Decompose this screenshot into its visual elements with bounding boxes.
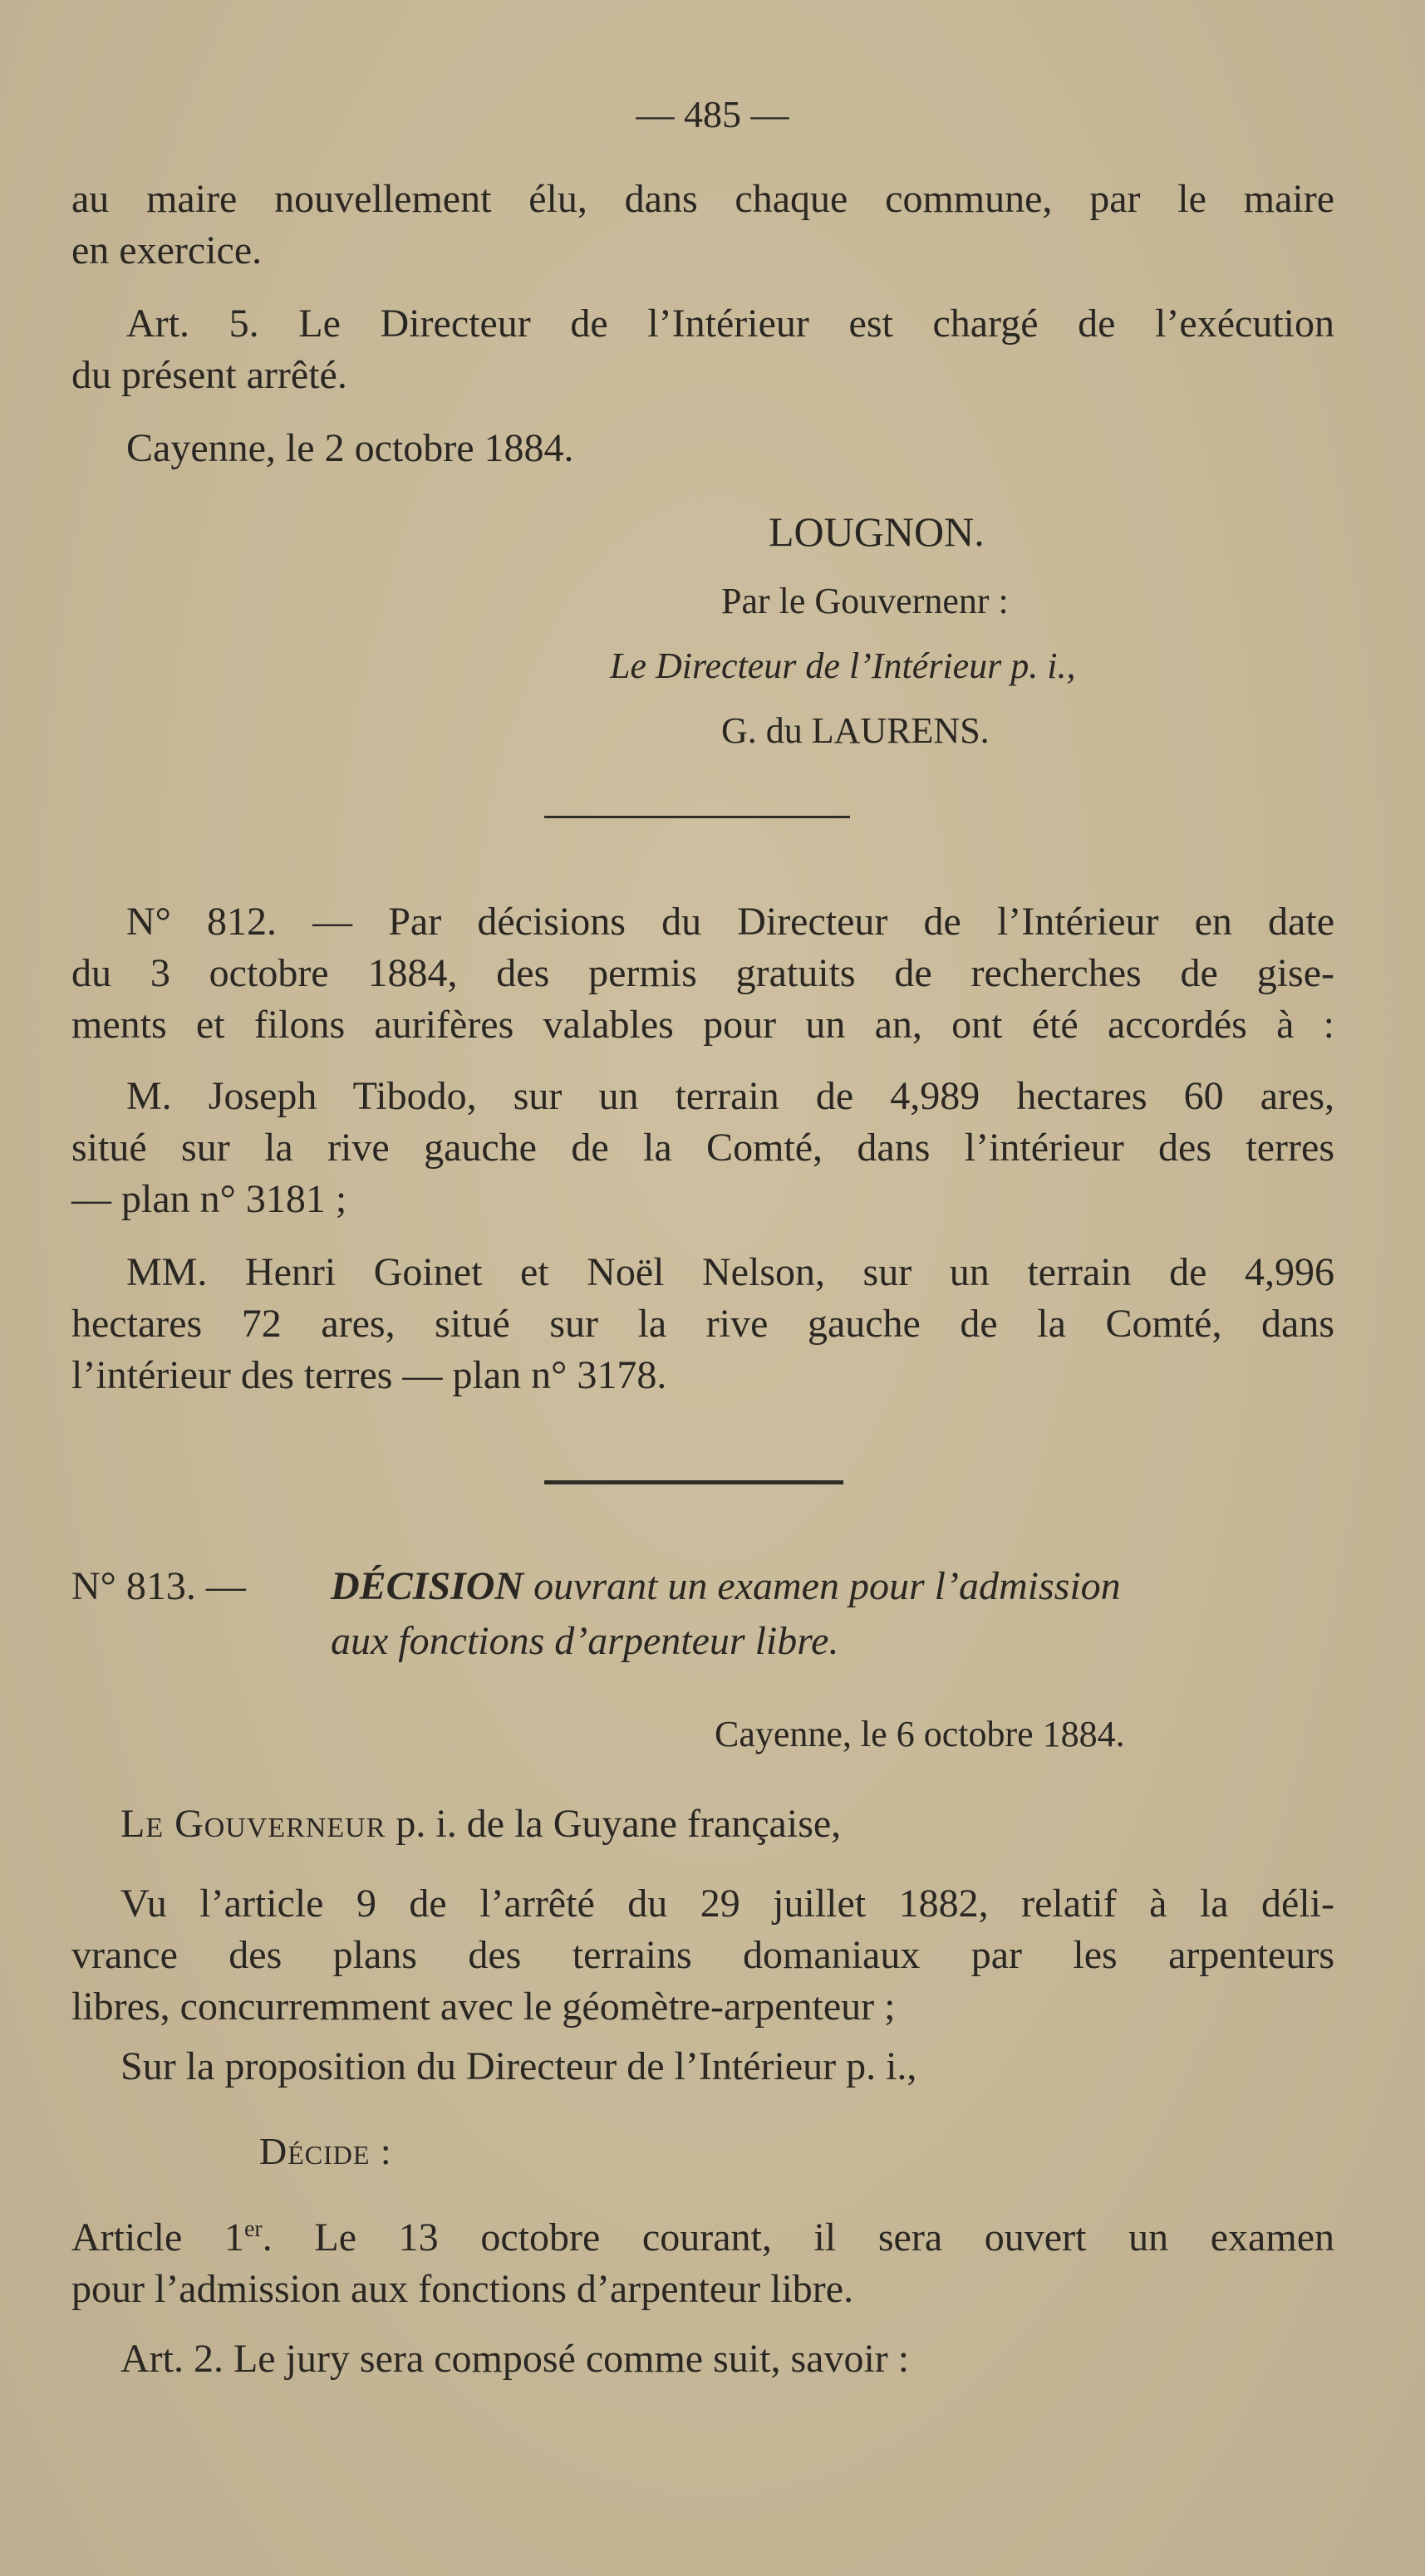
text-line: libres, concurremment avec le géomètre-arpenteur ; (71, 1985, 896, 2029)
permit-tibodo: M. Joseph Tibodo, sur un terrain de 4,989 hectares 60 ares, (126, 1074, 1334, 1118)
title-rest: ouvrant un examen pour l’admission (523, 1564, 1121, 1608)
article-1-sup: er (243, 2216, 263, 2242)
text-line: en exercice. (71, 228, 263, 272)
text-line: hectares 72 ares, situé sur la rive gauche de la Comté, dans (71, 1302, 1334, 1346)
article-1-label: Article 1 (71, 2215, 244, 2260)
text-line: au maire nouvellement élu, dans chaque commune, par le maire (71, 177, 1334, 221)
text-line: pour l’admission aux fonctions d’arpenteur libre. (71, 2267, 854, 2311)
article-5: Art. 5. Le Directeur de l’Intérieur est chargé de l’exécution (126, 302, 1334, 346)
governor-rest: p. i. de la Guyane française, (386, 1802, 842, 1846)
decision-813-title (331, 1562, 1334, 1612)
decide-heading: Décide : (259, 2130, 392, 2172)
article-1 (71, 2213, 1334, 2263)
page-number: — 485 — (636, 93, 789, 135)
place-date: Cayenne, le 2 octobre 1884. (126, 426, 574, 470)
governor-title: Le Gouverneur (120, 1802, 386, 1846)
place-date: Cayenne, le 6 octobre 1884. (715, 1714, 1125, 1754)
par-le-gouverneur: Par le Gouvernenr : (721, 581, 1009, 621)
counter-signature: G. du LAURENS. (721, 710, 990, 751)
decision-813-title-cont: aux fonctions d’arpenteur libre. (331, 1619, 839, 1663)
text-line: ments et filons aurifères valables pour un an, ont été accordés à : (71, 1003, 1334, 1047)
separator-rule (544, 1480, 843, 1484)
text-line: situé sur la rive gauche de la Comté, dans l’intérieur des terres (71, 1126, 1334, 1170)
text-line: l’intérieur des terres — plan n° 3178. (71, 1353, 667, 1397)
sur-proposition: Sur la proposition du Directeur de l’Intérieur p. i., (120, 2044, 917, 2088)
signatory-role: Le Directeur de l’Intérieur p. i., (610, 645, 1076, 686)
signature: LOUGNON. (769, 508, 985, 555)
governor-line (120, 1799, 1383, 1849)
decision-812-heading: N° 812. — Par décisions du Directeur de l’Intérieur en date (126, 900, 1334, 944)
text-line: du 3 octobre 1884, des permis gratuits de recherches de gise- (71, 951, 1334, 995)
title-keyword: DÉCISION (331, 1564, 524, 1608)
vu-article: Vu l’article 9 de l’arrêté du 29 juillet 1882, relatif à la déli- (120, 1882, 1334, 1926)
decision-813-number: N° 813. — (71, 1564, 246, 1608)
text-line: vrance des plans des terrains domaniaux par les arpenteurs (71, 1933, 1334, 1977)
article-2: Art. 2. Le jury sera composé comme suit, savoir : (120, 2337, 910, 2381)
text-line: du présent arrêté. (71, 353, 347, 397)
text-line: — plan n° 3181 ; (71, 1177, 347, 1221)
permit-goinet-nelson: MM. Henri Goinet et Noël Nelson, sur un terrain de 4,996 (126, 1250, 1334, 1294)
separator-rule (544, 816, 850, 818)
article-1-text: . Le 13 octobre courant, il sera ouvert un examen (262, 2215, 1334, 2260)
